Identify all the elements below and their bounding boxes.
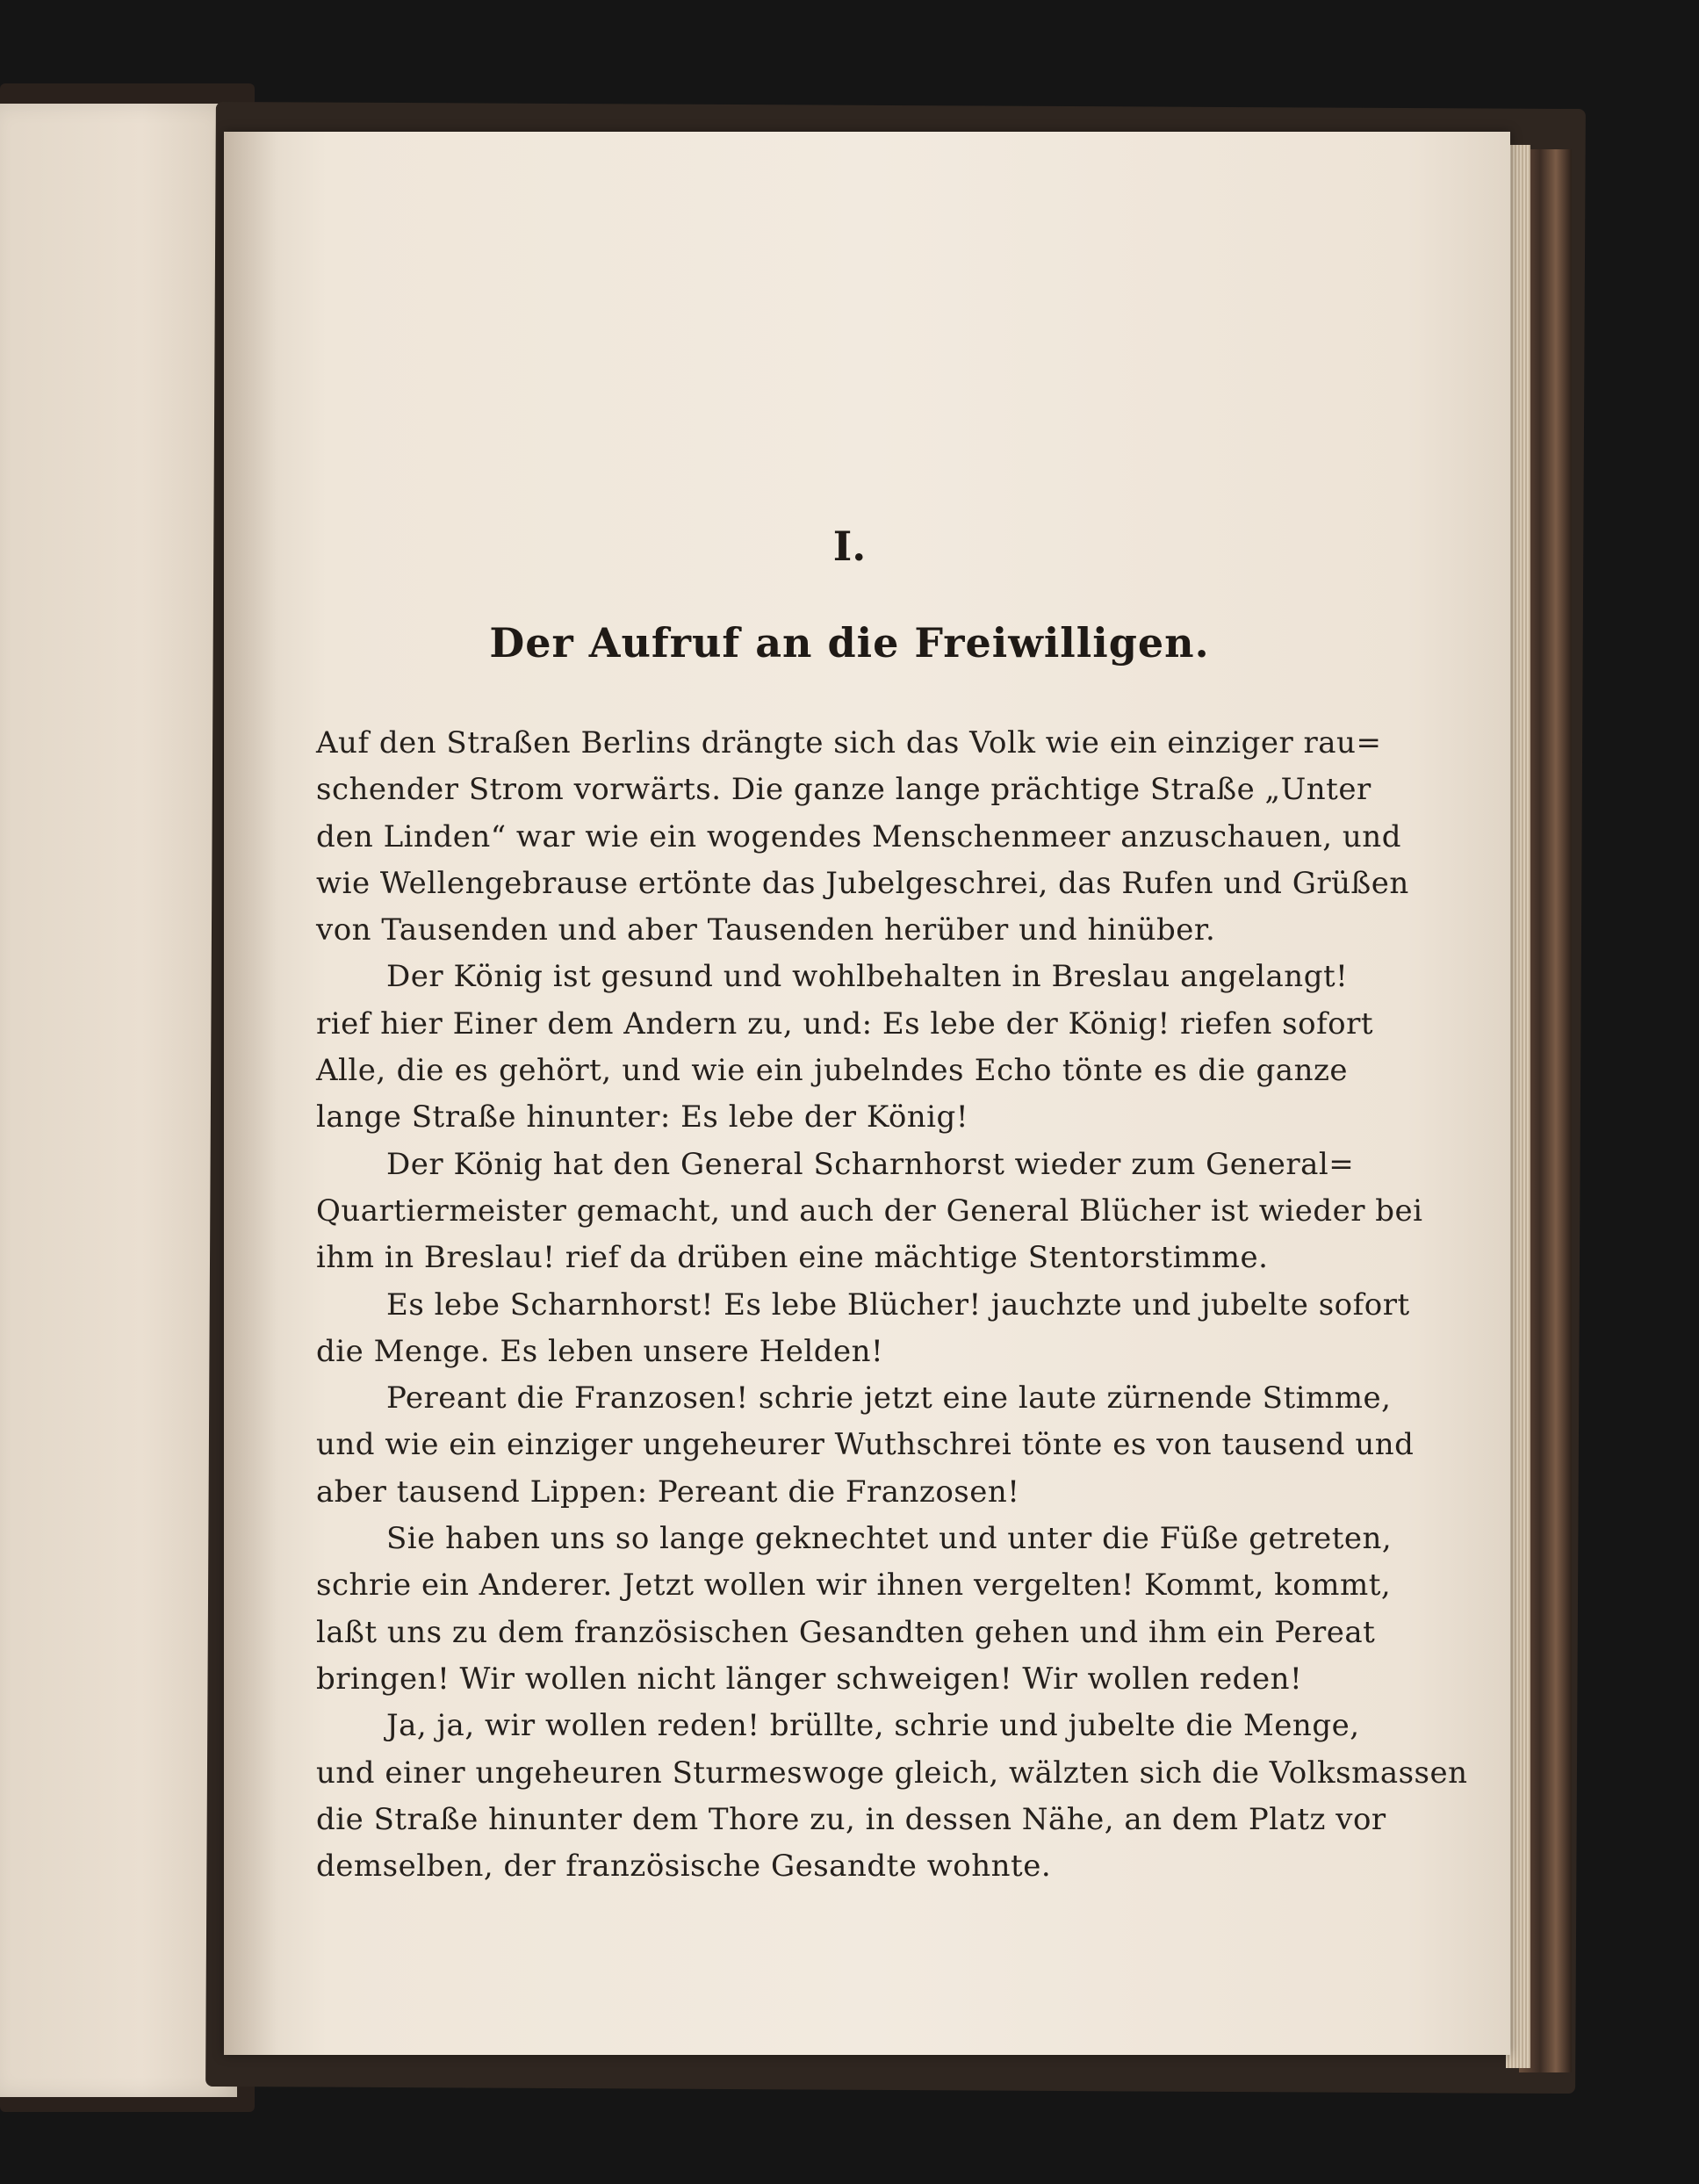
text-line: demselben, der französische Gesandte wohnte. xyxy=(316,1849,1052,1885)
text-line: bringen! Wir wollen nicht länger schweigen! Wir wollen reden! xyxy=(316,1661,1303,1697)
chapter-number: I. xyxy=(832,523,867,570)
text-line: aber tausend Lippen: Pereant die Franzosen! xyxy=(316,1474,1020,1510)
text-line: Es lebe Scharnhorst! Es lebe Blücher! jauchzte und jubelte sofort xyxy=(386,1287,1410,1323)
text-line: Sie haben uns so lange geknechtet und unter die Füße getreten, xyxy=(386,1521,1393,1557)
text-line: und wie ein einziger ungeheurer Wuthschrei tönte es von tausend und xyxy=(316,1427,1415,1463)
text-line: von Tausenden und aber Tausenden herüber und hinüber. xyxy=(316,912,1216,948)
chapter-body-text xyxy=(316,720,1468,1890)
text-line: wie Wellengebrause ertönte das Jubelgeschrei, das Rufen und Grüßen xyxy=(316,865,1409,901)
text-line: Der König hat den General Scharnhorst wieder zum General= xyxy=(386,1146,1355,1182)
text-line: rief hier Einer dem Andern zu, und: Es lebe der König! riefen sofort xyxy=(316,1006,1374,1042)
left-page xyxy=(0,104,237,2097)
text-line: und einer ungeheuren Sturmeswoge gleich, wälzten sich die Volksmassen xyxy=(316,1755,1468,1791)
page-gutter-shadow xyxy=(224,132,277,2055)
text-line: Der König ist gesund und wohlbehalten in Breslau angelangt! xyxy=(386,959,1349,995)
text-line: Pereant die Franzosen! schrie jetzt eine laute zürnende Stimme, xyxy=(386,1380,1392,1416)
text-line: die Straße hinunter dem Thore zu, in dessen Nähe, an dem Platz vor xyxy=(316,1801,1386,1837)
text-line: schender Strom vorwärts. Die ganze lange prächtige Straße „Unter xyxy=(316,772,1371,808)
text-line: die Menge. Es leben unsere Helden! xyxy=(316,1333,884,1369)
text-line: Ja, ja, wir wollen reden! brüllte, schrie und jubelte die Menge, xyxy=(386,1708,1360,1744)
text-line: lange Straße hinunter: Es lebe der König! xyxy=(316,1099,968,1135)
text-line: Auf den Straßen Berlins drängte sich das Volk wie ein einziger rau= xyxy=(316,725,1382,760)
text-line: den Linden“ war wie ein wogendes Menschenmeer anzuschauen, und xyxy=(316,818,1401,854)
text-line: laßt uns zu dem französischen Gesandten gehen und ihm ein Pereat xyxy=(316,1614,1376,1650)
text-line: Alle, die es gehört, und wie ein jubelndes Echo tönte es die ganze xyxy=(316,1053,1348,1089)
text-line: Quartiermeister gemacht, und auch der General Blücher ist wieder bei xyxy=(316,1193,1423,1229)
text-line: ihm in Breslau! rief da drüben eine mächtige Stentorstimme. xyxy=(316,1240,1269,1276)
chapter-title: Der Aufruf an die Freiwilligen. xyxy=(489,619,1210,667)
text-line: schrie ein Anderer. Jetzt wollen wir ihnen vergelten! Kommt, kommt, xyxy=(316,1568,1392,1604)
